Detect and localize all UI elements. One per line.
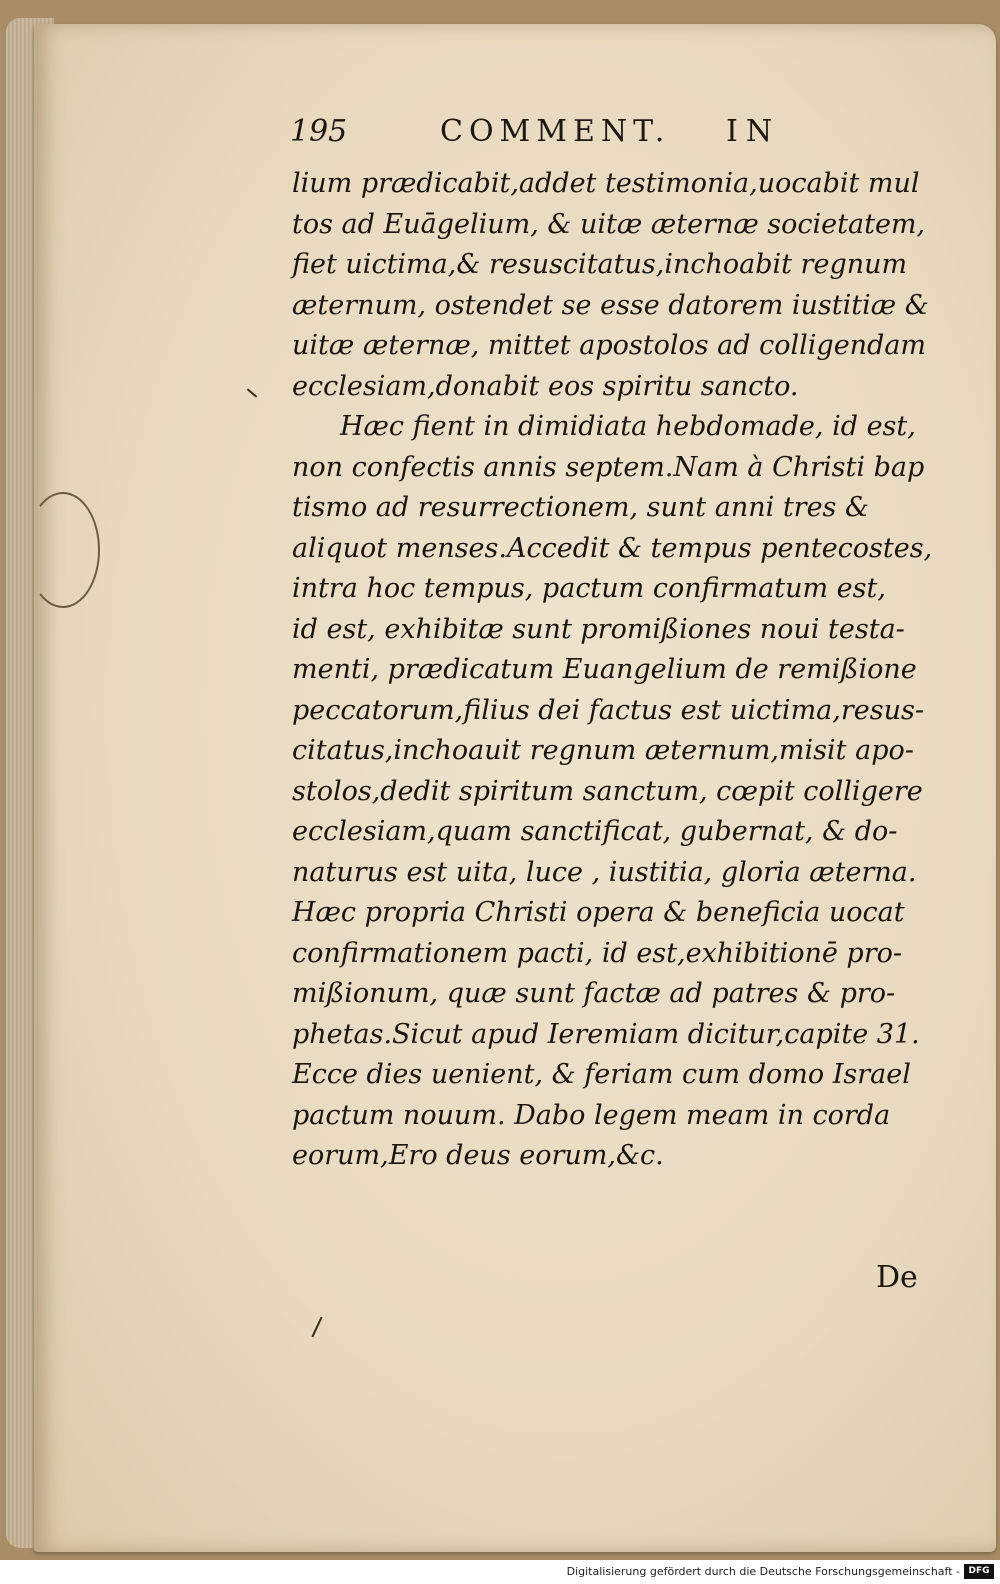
catchword: De [876, 1260, 918, 1295]
text-line: citatus,inchoauit regnum æternum,misit apo- [292, 735, 914, 766]
paragraph-start-line: Hæc fient in dimidiata hebdomade, id est, [340, 411, 916, 442]
running-head-suffix: IN [726, 114, 781, 149]
text-line: Ecce dies uenient, & feriam cum domo Israel [292, 1059, 911, 1090]
page-number: 195 [290, 114, 348, 149]
running-head: COMMENT. [440, 114, 671, 149]
text-line: ecclesiam,quam sanctificat, gubernat, & do- [292, 816, 898, 847]
text-line: Hæc propria Christi opera & beneficia uocat [292, 897, 905, 928]
body-text [292, 164, 933, 1177]
bookmark-ribbon-loop [26, 492, 100, 608]
text-line: stolos,dedit spiritum sanctum, cœpit colligere [292, 775, 923, 807]
text-line: ecclesiam,donabit eos spiritu sancto. [292, 370, 799, 402]
page-header [290, 110, 820, 160]
text-line: fiet uictima,& resuscitatus,inchoabit regnum [292, 249, 908, 280]
text-line: id est, exhibitæ sunt promißiones noui testa- [292, 613, 905, 645]
footer-credit: Digitalisierung gefördert durch die Deutsche Forschungsgemeinschaft - [566, 1565, 960, 1578]
text-line: non confectis annis septem.Nam à Christi bap [292, 451, 925, 483]
text-line: tismo ad resurrectionem, sunt anni tres & [292, 492, 870, 523]
text-line: mißionum, quæ sunt factæ ad patres & pro- [292, 978, 896, 1009]
text-line: tos ad Euāgelium, & uitæ æternæ societatem, [292, 208, 926, 240]
dfg-logo: DFG [964, 1564, 994, 1579]
text-line: lium prædicabit,addet testimonia,uocabit mul [292, 168, 920, 199]
text-line: confirmationem pacti, id est,exhibitionē pro- [292, 937, 903, 969]
text-line: eorum,Ero deus eorum,&c. [292, 1140, 664, 1171]
text-line: uitæ æternæ, mittet apostolos ad colligendam [292, 330, 927, 361]
text-line: menti, prædicatum Euangelium de remißione [292, 654, 917, 685]
text-line: intra hoc tempus, pactum confirmatum est, [292, 573, 886, 604]
text-line: aliquot menses.Accedit & tempus pentecostes, [292, 532, 933, 564]
text-line: peccatorum,filius dei factus est uictima,resus- [292, 694, 924, 726]
text-line: phetas.Sicut apud Ieremiam dicitur,capite 31. [292, 1018, 920, 1050]
text-line: pactum nouum. Dabo legem meam in corda [292, 1099, 891, 1131]
text-line: naturus est uita, luce , iustitia, gloria æterna. [292, 856, 917, 888]
text-line: æternum, ostendet se esse datorem iustitiæ & [292, 289, 929, 321]
